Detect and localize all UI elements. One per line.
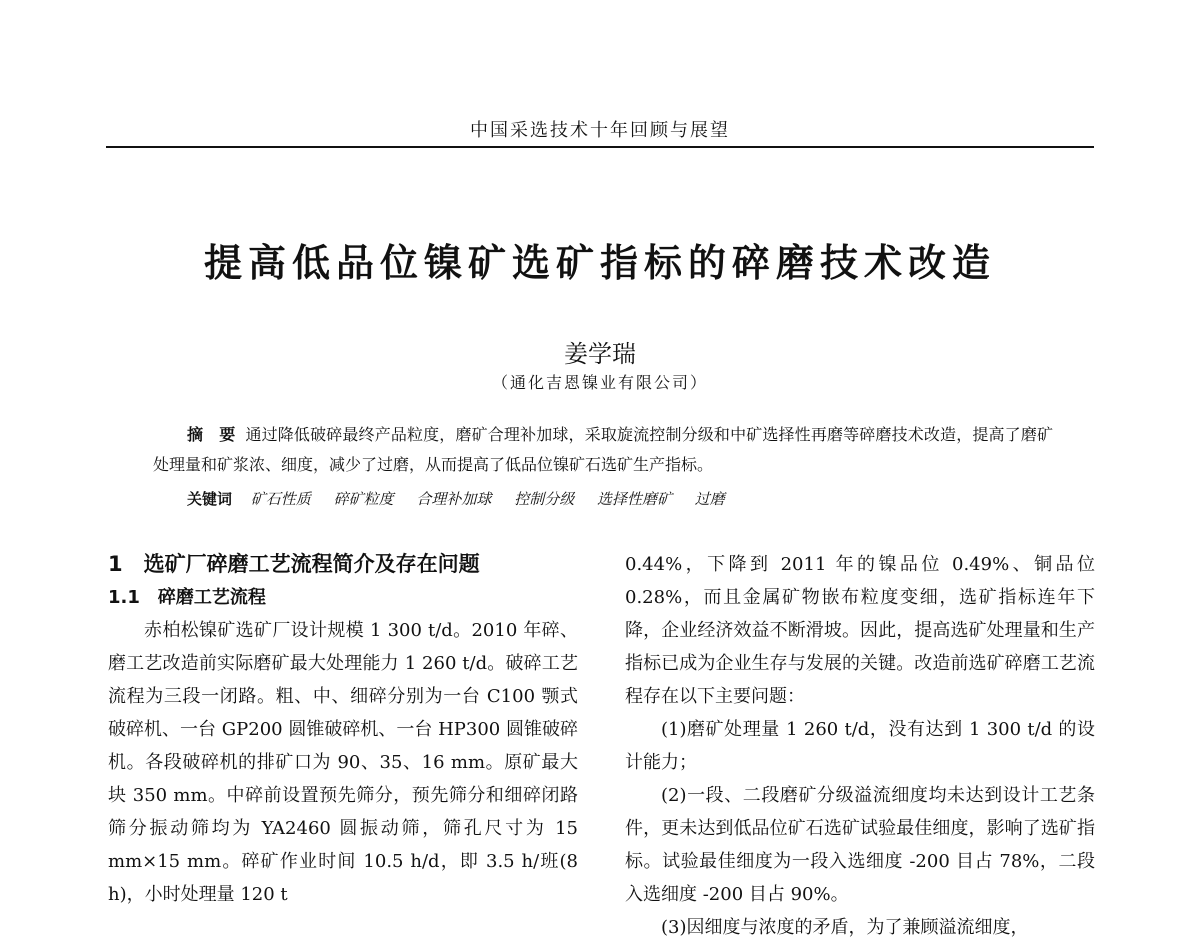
keyword: 选择性磨矿 <box>596 490 672 508</box>
section-heading: 1 选矿厂碎磨工艺流程简介及存在问题 <box>108 552 480 576</box>
abstract-text: 通过降低破碎最终产品粒度，磨矿合理补加球，采取旋流控制分级和中矿选择性再磨等碎磨技术改造，提高了磨矿处理量和矿浆浓、细度，减少了过磨，从而提高了低品位镍矿石选矿生产指标。 <box>153 425 1053 474</box>
affiliation: （通化吉恩镍业有限公司） <box>491 373 708 392</box>
keyword: 控制分级 <box>514 490 575 508</box>
subsection-heading: 1.1 碎磨工艺流程 <box>108 587 266 608</box>
body-paragraph: 赤柏松镍矿选矿厂设计规模 1 300 t/d。2010 年碎、磨工艺改造前实际磨矿最大处理能力 1 260 t/d。破碎工艺流程为三段一闭路。粗、中、细碎分别为一台 C100 颚式破碎机、一台 GP200 圆锥破碎机、一台 HP300 圆锥破碎机。各段破碎机的排矿口为 90、35、16 mm。原矿最大块 350 mm。中碎前设置预先筛分，预先筛分和细碎闭路筛分振动筛均为 YA2460 圆振动筛，筛孔尺寸为 15 mm×15 mm。碎矿作业时间 10.5 h/d，即 3.5 h/班(8 h)，小时处理量 120 t <box>108 620 578 905</box>
keywords <box>187 484 743 514</box>
keywords-label: 关键词 <box>187 490 233 508</box>
author: 姜学瑞 <box>564 340 636 368</box>
header-rule <box>106 146 1094 148</box>
keyword: 碎矿粒度 <box>333 490 394 508</box>
abstract-label: 摘 要 <box>187 425 236 444</box>
body-paragraph: 0.44%，下降到 2011 年的镍品位 0.49%、铜品位 0.28%，而且金属矿物嵌布粒度变细，选矿指标连年下降，企业经济效益不断滑坡。因此，提高选矿处理量和生产指标已成为企业生存与发展的关键。改造前选矿碎磨工艺流程存在以下主要问题： <box>625 554 1095 707</box>
list-item: (2)一段、二段磨矿分级溢流细度均未达到设计工艺条件，更未达到低品位矿石选矿试验最佳细度，影响了选矿指标。试验最佳细度为一段入选细度 -200 目占 78%，二段入选细度 -200 目占 90%。 <box>625 785 1095 905</box>
article-title: 提高低品位镍矿选矿指标的碎磨技术改造 <box>203 240 996 285</box>
list-item: (1)磨矿处理量 1 260 t/d，没有达到 1 300 t/d 的设计能力； <box>625 719 1095 773</box>
keyword: 矿石性质 <box>250 490 311 508</box>
keyword: 过磨 <box>694 490 725 508</box>
list-item: (3)因细度与浓度的矛盾，为了兼顾溢流细度， <box>661 917 1029 938</box>
left-column <box>108 548 578 911</box>
keyword: 合理补加球 <box>416 490 492 508</box>
running-header: 中国采选技术十年回顾与展望 <box>470 120 730 141</box>
abstract <box>153 420 1053 480</box>
right-column <box>625 548 1095 944</box>
